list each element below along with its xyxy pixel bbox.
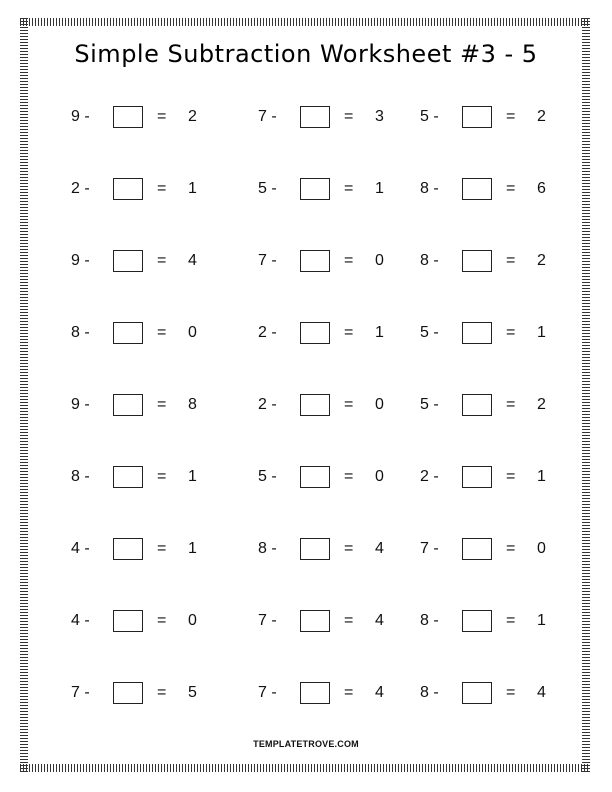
problem-row: [0, 174, 612, 246]
result-value: 1: [188, 540, 197, 557]
answer-box[interactable]: [462, 610, 492, 632]
problem-grid: [0, 102, 612, 750]
worksheet-title: Simple Subtraction Worksheet #3 - 5: [74, 40, 538, 68]
equals-sign: =: [157, 612, 167, 629]
answer-box[interactable]: [113, 394, 143, 416]
minuend-text: 8 -: [420, 612, 439, 629]
result-value: 4: [375, 612, 384, 629]
result-value: 2: [537, 252, 546, 269]
minuend-text: 5 -: [420, 324, 439, 341]
answer-box[interactable]: [113, 250, 143, 272]
equals-sign: =: [506, 324, 516, 341]
answer-box[interactable]: [113, 466, 143, 488]
equals-sign: =: [157, 468, 167, 485]
result-value: 2: [537, 396, 546, 413]
minuend-text: 5 -: [420, 108, 439, 125]
result-value: 4: [375, 540, 384, 557]
equals-sign: =: [506, 684, 516, 701]
result-value: 1: [375, 180, 384, 197]
minuend-text: 2 -: [71, 180, 90, 197]
border-bottom: [20, 764, 590, 772]
answer-box[interactable]: [300, 682, 330, 704]
equals-sign: =: [344, 540, 354, 557]
equals-sign: =: [157, 684, 167, 701]
answer-box[interactable]: [462, 178, 492, 200]
minuend-text: 8 -: [420, 180, 439, 197]
answer-box[interactable]: [113, 178, 143, 200]
minuend-text: 4 -: [71, 612, 90, 629]
answer-box[interactable]: [113, 610, 143, 632]
minuend-text: 8 -: [71, 468, 90, 485]
answer-box[interactable]: [300, 250, 330, 272]
answer-box[interactable]: [300, 610, 330, 632]
minuend-text: 5 -: [258, 180, 277, 197]
minuend-text: 9 -: [71, 252, 90, 269]
result-value: 6: [537, 180, 546, 197]
equals-sign: =: [344, 684, 354, 701]
result-value: 1: [188, 468, 197, 485]
minuend-text: 7 -: [258, 252, 277, 269]
result-value: 2: [537, 108, 546, 125]
minuend-text: 2 -: [258, 396, 277, 413]
minuend-text: 8 -: [420, 252, 439, 269]
equals-sign: =: [157, 252, 167, 269]
footer-brand: TEMPLATETROVE.COM: [253, 739, 359, 749]
result-value: 5: [188, 684, 197, 701]
result-value: 3: [375, 108, 384, 125]
minuend-text: 2 -: [258, 324, 277, 341]
result-value: 0: [375, 468, 384, 485]
minuend-text: 2 -: [420, 468, 439, 485]
equals-sign: =: [506, 612, 516, 629]
minuend-text: 8 -: [420, 684, 439, 701]
result-value: 8: [188, 396, 197, 413]
minuend-text: 9 -: [71, 396, 90, 413]
minuend-text: 8 -: [71, 324, 90, 341]
equals-sign: =: [157, 180, 167, 197]
problem-row: [0, 318, 612, 390]
minuend-text: 7 -: [258, 684, 277, 701]
answer-box[interactable]: [113, 682, 143, 704]
equals-sign: =: [157, 324, 167, 341]
answer-box[interactable]: [300, 466, 330, 488]
equals-sign: =: [506, 252, 516, 269]
result-value: 0: [375, 396, 384, 413]
answer-box[interactable]: [462, 250, 492, 272]
result-value: 1: [537, 612, 546, 629]
answer-box[interactable]: [300, 106, 330, 128]
minuend-text: 7 -: [258, 612, 277, 629]
problem-row: [0, 462, 612, 534]
equals-sign: =: [506, 540, 516, 557]
equals-sign: =: [157, 396, 167, 413]
equals-sign: =: [344, 468, 354, 485]
result-value: 1: [375, 324, 384, 341]
answer-box[interactable]: [462, 538, 492, 560]
minuend-text: 5 -: [258, 468, 277, 485]
answer-box[interactable]: [462, 466, 492, 488]
equals-sign: =: [506, 396, 516, 413]
result-value: 4: [188, 252, 197, 269]
answer-box[interactable]: [462, 322, 492, 344]
equals-sign: =: [506, 468, 516, 485]
minuend-text: 9 -: [71, 108, 90, 125]
answer-box[interactable]: [300, 538, 330, 560]
problem-row: [0, 102, 612, 174]
result-value: 1: [537, 324, 546, 341]
result-value: 4: [537, 684, 546, 701]
minuend-text: 7 -: [71, 684, 90, 701]
minuend-text: 4 -: [71, 540, 90, 557]
result-value: 0: [375, 252, 384, 269]
result-value: 2: [188, 108, 197, 125]
answer-box[interactable]: [462, 682, 492, 704]
answer-box[interactable]: [113, 106, 143, 128]
result-value: 4: [375, 684, 384, 701]
minuend-text: 5 -: [420, 396, 439, 413]
border-top: [20, 18, 590, 26]
minuend-text: 7 -: [420, 540, 439, 557]
equals-sign: =: [344, 252, 354, 269]
equals-sign: =: [344, 180, 354, 197]
answer-box[interactable]: [113, 538, 143, 560]
equals-sign: =: [344, 324, 354, 341]
equals-sign: =: [157, 540, 167, 557]
equals-sign: =: [157, 108, 167, 125]
answer-box[interactable]: [300, 178, 330, 200]
equals-sign: =: [506, 108, 516, 125]
answer-box[interactable]: [300, 322, 330, 344]
result-value: 1: [188, 180, 197, 197]
problem-row: [0, 390, 612, 462]
result-value: 0: [188, 612, 197, 629]
problem-row: [0, 246, 612, 318]
answer-box[interactable]: [300, 394, 330, 416]
equals-sign: =: [506, 180, 516, 197]
equals-sign: =: [344, 396, 354, 413]
result-value: 0: [537, 540, 546, 557]
result-value: 1: [537, 468, 546, 485]
problem-row: [0, 606, 612, 678]
answer-box[interactable]: [462, 106, 492, 128]
equals-sign: =: [344, 108, 354, 125]
answer-box[interactable]: [462, 394, 492, 416]
minuend-text: 8 -: [258, 540, 277, 557]
minuend-text: 7 -: [258, 108, 277, 125]
result-value: 0: [188, 324, 197, 341]
answer-box[interactable]: [113, 322, 143, 344]
equals-sign: =: [344, 612, 354, 629]
problem-row: [0, 534, 612, 606]
